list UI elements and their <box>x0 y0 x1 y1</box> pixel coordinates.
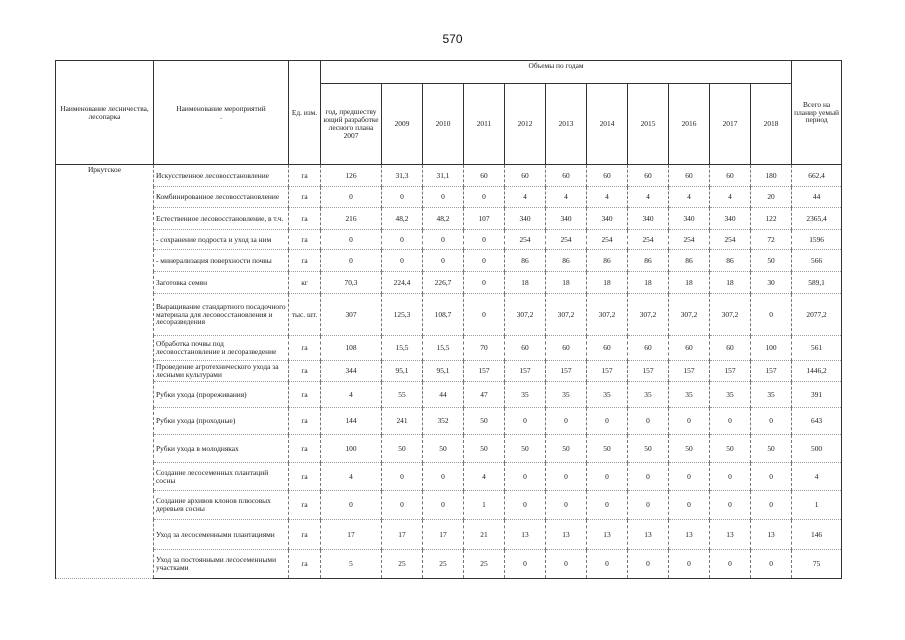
year-value: 0 <box>587 463 628 491</box>
year-value: 13 <box>628 520 669 550</box>
unit-cell: га <box>289 187 321 208</box>
prev-year-value: 216 <box>321 208 382 230</box>
year-value: 0 <box>382 463 423 491</box>
year-value: 20 <box>751 187 792 208</box>
year-value: 0 <box>546 408 587 435</box>
year-value: 254 <box>628 230 669 250</box>
table-row <box>56 187 842 208</box>
year-value: 18 <box>546 272 587 294</box>
unit-cell: га <box>289 165 321 187</box>
year-value: 86 <box>710 250 751 272</box>
year-value: 0 <box>464 187 505 208</box>
work-name: Уход за постоянными лесосеменными участками <box>154 550 289 579</box>
year-value: 50 <box>751 435 792 463</box>
year-value: 122 <box>751 208 792 230</box>
year-value: 157 <box>751 361 792 382</box>
year-value: 0 <box>382 230 423 250</box>
table-row <box>56 408 842 435</box>
year-value: 86 <box>505 250 546 272</box>
year-value: 157 <box>546 361 587 382</box>
year-value: 86 <box>628 250 669 272</box>
prev-year-value: 5 <box>321 550 382 579</box>
year-value: 50 <box>505 435 546 463</box>
year-value: 35 <box>628 382 669 408</box>
year-value: 157 <box>710 361 751 382</box>
year-value: 0 <box>464 230 505 250</box>
year-value: 60 <box>464 165 505 187</box>
year-value: 60 <box>505 165 546 187</box>
year-value: 60 <box>628 336 669 361</box>
work-name: Создание архивов клонов плюсовых деревьев сосны <box>154 491 289 520</box>
total-value: 662,4 <box>792 165 842 187</box>
year-value: 340 <box>669 208 710 230</box>
year-value: 50 <box>464 435 505 463</box>
work-name: Выращивание стандартного посадочного материала для лесовосстановления и лесоразведения <box>154 294 289 336</box>
year-value: 0 <box>751 408 792 435</box>
year-value: 352 <box>423 408 464 435</box>
work-name: Обработка почвы под лесовосстановление и лесоразведение <box>154 336 289 361</box>
year-value: 157 <box>587 361 628 382</box>
year-value: 0 <box>423 491 464 520</box>
year-value: 0 <box>546 463 587 491</box>
table-row <box>56 230 842 250</box>
work-name: Рубки ухода в молодняках <box>154 435 289 463</box>
year-value: 224,4 <box>382 272 423 294</box>
header-volumes-by-year: Объемы по годам <box>321 61 792 84</box>
year-value: 18 <box>710 272 751 294</box>
total-value: 643 <box>792 408 842 435</box>
year-value: 0 <box>628 491 669 520</box>
header-unit: Ед. изм. <box>289 61 321 165</box>
year-value: 95,1 <box>423 361 464 382</box>
header-work-dot: . <box>220 111 222 121</box>
year-value: 50 <box>587 435 628 463</box>
year-value: 60 <box>710 165 751 187</box>
unit-cell: га <box>289 435 321 463</box>
unit-cell: га <box>289 491 321 520</box>
unit-cell: га <box>289 408 321 435</box>
table-row <box>56 550 842 579</box>
year-value: 35 <box>505 382 546 408</box>
year-value: 307,2 <box>628 294 669 336</box>
unit-cell: га <box>289 208 321 230</box>
work-name: Естественное лесовосстановление, в т.ч. <box>154 208 289 230</box>
year-value: 0 <box>505 550 546 579</box>
year-value: 35 <box>710 382 751 408</box>
work-name: Искусственное лесовосстановление <box>154 165 289 187</box>
year-value: 125,3 <box>382 294 423 336</box>
prev-year-value: 4 <box>321 463 382 491</box>
year-value: 0 <box>710 463 751 491</box>
year-value: 86 <box>587 250 628 272</box>
year-value: 107 <box>464 208 505 230</box>
prev-year-value: 70,3 <box>321 272 382 294</box>
year-value: 254 <box>710 230 751 250</box>
table-row <box>56 382 842 408</box>
year-value: 0 <box>751 463 792 491</box>
year-value: 0 <box>505 463 546 491</box>
year-value: 100 <box>751 336 792 361</box>
year-value: 0 <box>464 294 505 336</box>
table-row <box>56 491 842 520</box>
total-value: 4 <box>792 463 842 491</box>
work-name: Уход за лесосеменными плантациями <box>154 520 289 550</box>
year-value: 254 <box>505 230 546 250</box>
year-value: 72 <box>751 230 792 250</box>
total-value: 75 <box>792 550 842 579</box>
total-value: 2077,2 <box>792 294 842 336</box>
year-value: 70 <box>464 336 505 361</box>
prev-year-value: 0 <box>321 250 382 272</box>
year-value: 60 <box>546 165 587 187</box>
year-value: 340 <box>710 208 751 230</box>
total-value: 2365,4 <box>792 208 842 230</box>
table-row <box>56 463 842 491</box>
year-value: 18 <box>628 272 669 294</box>
year-value: 241 <box>382 408 423 435</box>
year-value: 340 <box>505 208 546 230</box>
unit-cell: га <box>289 382 321 408</box>
year-value: 307,2 <box>505 294 546 336</box>
year-value: 48,2 <box>423 208 464 230</box>
prev-year-value: 0 <box>321 491 382 520</box>
year-value: 226,7 <box>423 272 464 294</box>
header-forestry: Наименование лесничества, лесопарка <box>56 61 154 165</box>
work-name: - минерализация поверхности почвы <box>154 250 289 272</box>
year-value: 25 <box>423 550 464 579</box>
year-value: 60 <box>505 336 546 361</box>
year-value: 0 <box>587 408 628 435</box>
year-value: 13 <box>587 520 628 550</box>
table-row <box>56 272 842 294</box>
prev-year-value: 100 <box>321 435 382 463</box>
year-value: 180 <box>751 165 792 187</box>
year-value: 17 <box>423 520 464 550</box>
year-value: 50 <box>669 435 710 463</box>
total-value: 1596 <box>792 230 842 250</box>
year-value: 25 <box>464 550 505 579</box>
total-value: 561 <box>792 336 842 361</box>
year-value: 50 <box>464 408 505 435</box>
table-row <box>56 435 842 463</box>
forestry-name: Иркутское <box>56 165 154 579</box>
year-value: 47 <box>464 382 505 408</box>
header-year: 2009 <box>382 84 423 165</box>
year-value: 0 <box>382 491 423 520</box>
year-value: 35 <box>669 382 710 408</box>
year-value: 254 <box>546 230 587 250</box>
year-value: 60 <box>669 336 710 361</box>
year-value: 0 <box>423 250 464 272</box>
year-value: 0 <box>382 250 423 272</box>
prev-year-value: 108 <box>321 336 382 361</box>
table-row <box>56 208 842 230</box>
year-value: 55 <box>382 382 423 408</box>
unit-cell: тыс. шт. <box>289 294 321 336</box>
prev-year-value: 144 <box>321 408 382 435</box>
prev-year-value: 17 <box>321 520 382 550</box>
year-value: 31,3 <box>382 165 423 187</box>
year-value: 0 <box>382 187 423 208</box>
year-value: 15,5 <box>382 336 423 361</box>
year-value: 0 <box>464 272 505 294</box>
year-value: 0 <box>505 491 546 520</box>
year-value: 0 <box>669 550 710 579</box>
header-year: 2018 <box>751 84 792 165</box>
year-value: 13 <box>505 520 546 550</box>
unit-cell: га <box>289 463 321 491</box>
year-value: 50 <box>710 435 751 463</box>
year-value: 60 <box>587 165 628 187</box>
work-name: Создание лесосеменных плантаций сосны <box>154 463 289 491</box>
year-value: 15,5 <box>423 336 464 361</box>
header-year: 2011 <box>464 84 505 165</box>
work-name: Заготовка семян <box>154 272 289 294</box>
year-value: 340 <box>587 208 628 230</box>
year-value: 4 <box>464 463 505 491</box>
unit-cell: га <box>289 520 321 550</box>
unit-cell: кг <box>289 272 321 294</box>
table-row <box>56 165 842 187</box>
year-value: 0 <box>505 408 546 435</box>
header-year: 2010 <box>423 84 464 165</box>
year-value: 0 <box>628 408 669 435</box>
year-value: 0 <box>628 550 669 579</box>
year-value: 44 <box>423 382 464 408</box>
prev-year-value: 126 <box>321 165 382 187</box>
year-value: 48,2 <box>382 208 423 230</box>
prev-year-value: 4 <box>321 382 382 408</box>
total-value: 566 <box>792 250 842 272</box>
year-value: 1 <box>464 491 505 520</box>
unit-cell: га <box>289 230 321 250</box>
year-value: 50 <box>628 435 669 463</box>
table-row <box>56 294 842 336</box>
header-total: Всего на планир уемый период <box>792 61 842 165</box>
year-value: 307,2 <box>710 294 751 336</box>
total-value: 589,1 <box>792 272 842 294</box>
year-value: 50 <box>751 250 792 272</box>
year-value: 35 <box>587 382 628 408</box>
year-value: 254 <box>587 230 628 250</box>
year-value: 157 <box>505 361 546 382</box>
year-value: 0 <box>546 491 587 520</box>
year-value: 13 <box>751 520 792 550</box>
year-value: 0 <box>669 463 710 491</box>
year-value: 18 <box>669 272 710 294</box>
year-value: 4 <box>546 187 587 208</box>
year-value: 50 <box>382 435 423 463</box>
header-year: 2013 <box>546 84 587 165</box>
year-value: 0 <box>423 187 464 208</box>
year-value: 60 <box>587 336 628 361</box>
year-value: 86 <box>546 250 587 272</box>
year-value: 254 <box>669 230 710 250</box>
prev-year-value: 0 <box>321 230 382 250</box>
work-name: Проведение агротехнического ухода за лесными культурами <box>154 361 289 382</box>
year-value: 157 <box>628 361 669 382</box>
unit-cell: га <box>289 550 321 579</box>
year-value: 86 <box>669 250 710 272</box>
year-value: 4 <box>628 187 669 208</box>
unit-cell: га <box>289 361 321 382</box>
work-name: Рубки ухода (прореживания) <box>154 382 289 408</box>
prev-year-value: 0 <box>321 187 382 208</box>
year-value: 0 <box>710 408 751 435</box>
header-work-label: Наименование мероприятий <box>176 103 266 113</box>
year-value: 0 <box>751 550 792 579</box>
header-year: 2012 <box>505 84 546 165</box>
year-value: 18 <box>587 272 628 294</box>
header-year: 2014 <box>587 84 628 165</box>
year-value: 0 <box>423 230 464 250</box>
year-value: 35 <box>546 382 587 408</box>
year-value: 50 <box>546 435 587 463</box>
header-prev-year: год, предшеству ющий разработке лесного плана 2007 <box>321 84 382 165</box>
year-value: 35 <box>751 382 792 408</box>
year-value: 60 <box>669 165 710 187</box>
unit-cell: га <box>289 250 321 272</box>
year-value: 4 <box>505 187 546 208</box>
work-name: Комбинированное лесовосстановление <box>154 187 289 208</box>
year-value: 0 <box>587 550 628 579</box>
year-value: 0 <box>751 491 792 520</box>
year-value: 4 <box>669 187 710 208</box>
header-year: 2015 <box>628 84 669 165</box>
year-value: 0 <box>464 250 505 272</box>
header-year: 2017 <box>710 84 751 165</box>
year-value: 18 <box>505 272 546 294</box>
year-value: 0 <box>669 408 710 435</box>
year-value: 0 <box>628 463 669 491</box>
total-value: 391 <box>792 382 842 408</box>
table-row <box>56 250 842 272</box>
year-value: 30 <box>751 272 792 294</box>
year-value: 0 <box>587 491 628 520</box>
header-year: 2016 <box>669 84 710 165</box>
work-name: Рубки ухода (проходные) <box>154 408 289 435</box>
year-value: 0 <box>669 491 710 520</box>
page-number: 570 <box>442 32 463 46</box>
year-value: 31,1 <box>423 165 464 187</box>
year-value: 340 <box>546 208 587 230</box>
table-row <box>56 361 842 382</box>
year-value: 60 <box>628 165 669 187</box>
total-value: 44 <box>792 187 842 208</box>
year-value: 108,7 <box>423 294 464 336</box>
year-value: 13 <box>710 520 751 550</box>
total-value: 1 <box>792 491 842 520</box>
year-value: 307,2 <box>587 294 628 336</box>
header-work <box>154 61 289 165</box>
unit-cell: га <box>289 336 321 361</box>
prev-year-value: 344 <box>321 361 382 382</box>
year-value: 157 <box>464 361 505 382</box>
prev-year-value: 307 <box>321 294 382 336</box>
year-value: 0 <box>423 463 464 491</box>
year-value: 4 <box>710 187 751 208</box>
year-value: 307,2 <box>669 294 710 336</box>
year-value: 21 <box>464 520 505 550</box>
year-value: 0 <box>751 294 792 336</box>
year-value: 95,1 <box>382 361 423 382</box>
year-value: 60 <box>710 336 751 361</box>
year-value: 0 <box>710 491 751 520</box>
year-value: 13 <box>546 520 587 550</box>
year-value: 307,2 <box>546 294 587 336</box>
year-value: 50 <box>423 435 464 463</box>
year-value: 0 <box>710 550 751 579</box>
year-value: 25 <box>382 550 423 579</box>
year-value: 157 <box>669 361 710 382</box>
forest-activities-table <box>55 60 842 579</box>
year-value: 0 <box>546 550 587 579</box>
total-value: 1446,2 <box>792 361 842 382</box>
year-value: 13 <box>669 520 710 550</box>
work-name: - сохранение подроста и уход за ним <box>154 230 289 250</box>
year-value: 340 <box>628 208 669 230</box>
year-value: 4 <box>587 187 628 208</box>
year-value: 60 <box>546 336 587 361</box>
year-value: 17 <box>382 520 423 550</box>
table-row <box>56 520 842 550</box>
table-row <box>56 336 842 361</box>
total-value: 500 <box>792 435 842 463</box>
total-value: 146 <box>792 520 842 550</box>
